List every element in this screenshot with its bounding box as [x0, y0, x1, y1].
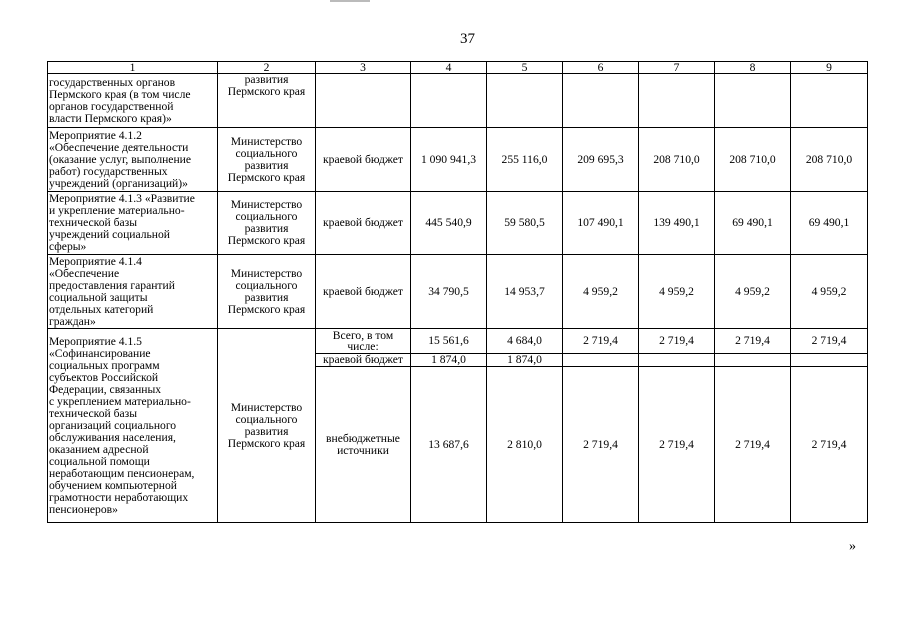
- measure-cell: [48, 255, 218, 329]
- cell-line: сферы»: [49, 240, 87, 253]
- value-cell: 15 561,6: [411, 329, 487, 354]
- table-row: [48, 255, 868, 329]
- cell-line: Всего, в том: [332, 329, 394, 342]
- table-row: [48, 128, 868, 192]
- cell-line: отдельных категорий: [49, 302, 154, 316]
- cell-line: развития: [244, 290, 289, 304]
- value-cell: 69 490,1: [715, 192, 791, 255]
- cell-line: социальной защиты: [49, 290, 148, 304]
- cell-line: неработающим пенсионерам,: [49, 466, 195, 480]
- cell-line: с укреплением материально-: [49, 394, 191, 408]
- page-number: 37: [460, 31, 475, 47]
- value-cell: 59 580,5: [487, 192, 563, 255]
- executor-cell: [218, 192, 316, 255]
- value-cell: 107 490,1: [563, 192, 639, 255]
- cell-line: социальной помощи: [49, 454, 150, 468]
- funding-source-cell: краевой бюджет: [316, 128, 411, 192]
- value-cell: 14 953,7: [487, 255, 563, 329]
- value-cell: 255 116,0: [487, 128, 563, 192]
- empty-cell: [791, 74, 868, 128]
- value-cell: 2 719,4: [563, 367, 639, 523]
- cell-line: Пермского края: [227, 170, 306, 184]
- cell-line: «Обеспечение деятельности: [49, 140, 189, 154]
- cell-line: Пермского края: [227, 436, 306, 450]
- top-rule: [330, 0, 370, 2]
- value-cell: [639, 354, 715, 367]
- cell-line: субъектов Российской: [49, 370, 159, 384]
- budget-table: [47, 61, 868, 523]
- cell-line: технической базы: [49, 406, 138, 420]
- value-cell: 4 959,2: [563, 255, 639, 329]
- cell-line: обслуживания населения,: [49, 430, 176, 444]
- value-cell: 2 719,4: [639, 329, 715, 354]
- cell-line: оказанием адресной: [49, 442, 149, 456]
- cell-line: Пермского края: [227, 234, 306, 247]
- cell-line: учреждений социальной: [49, 228, 171, 241]
- measure-cell: [48, 192, 218, 255]
- cell-line: граждан»: [49, 314, 96, 328]
- cell-line: социальных программ: [49, 358, 160, 372]
- cell-line: и укрепление материально-: [49, 204, 185, 217]
- value-cell: 2 719,4: [715, 367, 791, 523]
- value-cell: 1 874,0: [411, 354, 487, 367]
- cell-line: технической базы: [49, 216, 138, 229]
- value-cell: [563, 354, 639, 367]
- table-row: [48, 74, 868, 128]
- cell-line: социального: [235, 146, 298, 160]
- value-cell: [791, 354, 868, 367]
- cell-line: Федерации, связанных: [49, 382, 162, 396]
- value-cell: 2 719,4: [563, 329, 639, 354]
- cell-line: (оказание услуг, выполнение: [49, 152, 192, 166]
- value-cell: 4 959,2: [715, 255, 791, 329]
- table-row: [48, 329, 868, 354]
- column-number-header: 2: [218, 62, 316, 74]
- value-cell: 69 490,1: [791, 192, 868, 255]
- cell-line: социального: [235, 278, 298, 292]
- funding-source-cell: краевой бюджет: [316, 192, 411, 255]
- value-cell: 209 695,3: [563, 128, 639, 192]
- cell-line: Мероприятие 4.1.5: [49, 334, 142, 348]
- cell-line: социального: [235, 412, 298, 426]
- cell-line: развития: [244, 158, 289, 172]
- value-cell: [715, 354, 791, 367]
- cell-line: грамотности неработающих: [49, 490, 189, 504]
- executor-cell: [218, 128, 316, 192]
- cell-line: «Обеспечение: [49, 266, 120, 280]
- cell-line: Министерство: [230, 198, 303, 211]
- cell-line: Министерство: [230, 134, 303, 148]
- column-number-header: 3: [316, 62, 411, 74]
- header-row: [48, 62, 868, 74]
- column-number-header: 7: [639, 62, 715, 74]
- column-number-header: 5: [487, 62, 563, 74]
- cell-line: внебюджетные: [326, 431, 400, 445]
- cell-line: Министерство: [230, 266, 303, 280]
- cell-line: органов государственной: [49, 99, 174, 113]
- cell-line: обучением компьютерной: [49, 478, 177, 492]
- measure-cell: [48, 329, 218, 523]
- cell-line: «Софинансирование: [49, 346, 151, 360]
- cell-line: организаций социального: [49, 418, 177, 432]
- measure-cell: [48, 74, 218, 128]
- cell-line: Мероприятие 4.1.4: [49, 254, 142, 268]
- value-cell: 13 687,6: [411, 367, 487, 523]
- empty-cell: [639, 74, 715, 128]
- cell-line: развития: [244, 424, 289, 438]
- value-cell: 2 719,4: [791, 367, 868, 523]
- value-cell: 2 810,0: [487, 367, 563, 523]
- column-number-header: 4: [411, 62, 487, 74]
- cell-line: власти Пермского края)»: [49, 111, 172, 125]
- funding-source-cell: краевой бюджет: [316, 255, 411, 329]
- cell-line: источники: [337, 443, 389, 457]
- column-number-header: 1: [48, 62, 218, 74]
- cell-line: развития: [244, 73, 289, 86]
- value-cell: 4 959,2: [791, 255, 868, 329]
- empty-cell: [316, 74, 411, 128]
- cell-line: краевой бюджет: [323, 353, 403, 366]
- executor-cell: [218, 74, 316, 128]
- empty-cell: [411, 74, 487, 128]
- cell-line: Мероприятие 4.1.2: [49, 128, 142, 142]
- cell-line: числе:: [347, 340, 379, 353]
- closing-quote: »: [849, 539, 856, 554]
- funding-source-cell: [316, 354, 411, 367]
- cell-line: Пермского края: [227, 85, 306, 98]
- value-cell: 2 719,4: [715, 329, 791, 354]
- cell-line: пенсионеров»: [49, 502, 118, 516]
- value-cell: 34 790,5: [411, 255, 487, 329]
- cell-line: учреждений (организаций)»: [49, 176, 188, 190]
- value-cell: 1 090 941,3: [411, 128, 487, 192]
- cell-line: Министерство: [230, 400, 303, 414]
- column-number-header: 8: [715, 62, 791, 74]
- value-cell: 2 719,4: [639, 367, 715, 523]
- column-number-header: 6: [563, 62, 639, 74]
- value-cell: 445 540,9: [411, 192, 487, 255]
- cell-line: работ) государственных: [49, 164, 168, 178]
- executor-cell: [218, 329, 316, 523]
- table-row: [48, 192, 868, 255]
- empty-cell: [487, 74, 563, 128]
- cell-line: Пермского края: [227, 302, 306, 316]
- cell-line: Пермского края (в том числе: [49, 87, 191, 101]
- cell-line: предоставления гарантий: [49, 278, 175, 292]
- value-cell: 4 959,2: [639, 255, 715, 329]
- value-cell: 208 710,0: [639, 128, 715, 192]
- funding-source-cell: [316, 367, 411, 523]
- funding-source-cell: [316, 329, 411, 354]
- value-cell: 1 874,0: [487, 354, 563, 367]
- empty-cell: [563, 74, 639, 128]
- value-cell: 208 710,0: [791, 128, 868, 192]
- executor-cell: [218, 255, 316, 329]
- measure-cell: [48, 128, 218, 192]
- value-cell: 208 710,0: [715, 128, 791, 192]
- cell-line: государственных органов: [49, 75, 176, 89]
- value-cell: 4 684,0: [487, 329, 563, 354]
- column-number-header: 9: [791, 62, 868, 74]
- empty-cell: [715, 74, 791, 128]
- value-cell: 2 719,4: [791, 329, 868, 354]
- cell-line: Мероприятие 4.1.3 «Развитие: [49, 192, 195, 205]
- cell-line: социального: [235, 210, 298, 223]
- cell-line: развития: [244, 222, 289, 235]
- value-cell: 139 490,1: [639, 192, 715, 255]
